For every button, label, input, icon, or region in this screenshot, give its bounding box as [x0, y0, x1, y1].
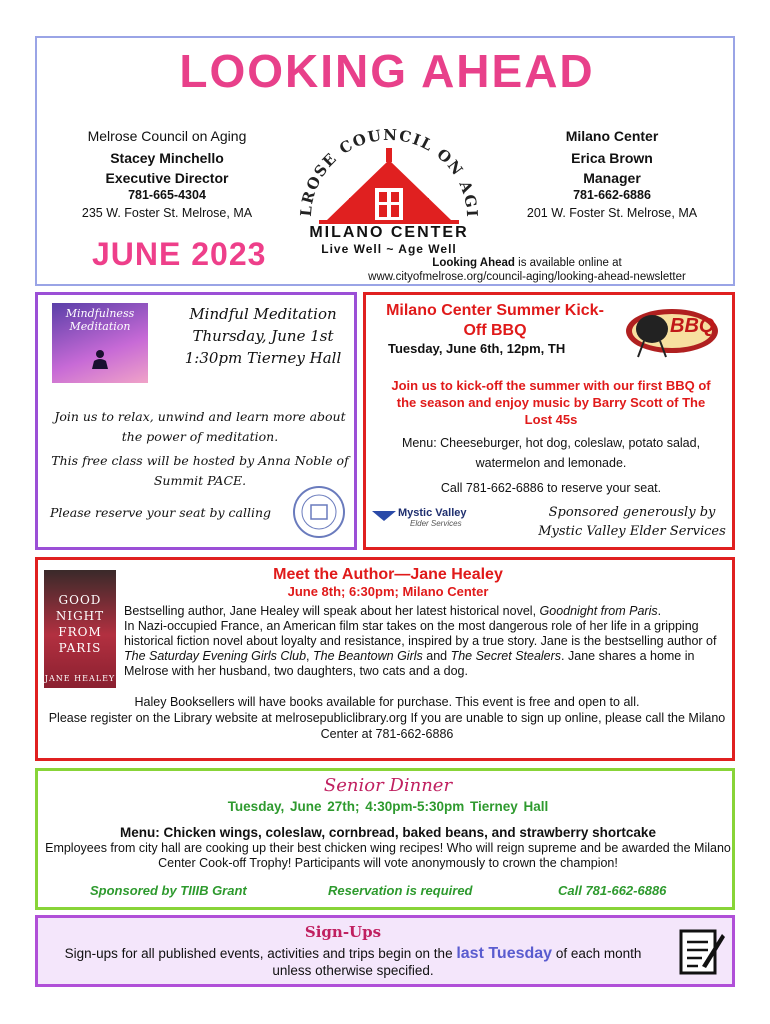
author-para-4: Please register on the Library website at melrosepubliclibrary.org If you are unable to sign up online, please call the Milano Center at 781-662-6886	[48, 711, 726, 741]
bbq-title: Milano Center Summer Kick-Off BBQ	[386, 302, 604, 339]
meditator-figure-icon	[90, 349, 110, 373]
bbq-section	[363, 292, 735, 550]
book-cover-image	[44, 570, 116, 688]
meditation-image-text: Mindfulness Meditation	[65, 307, 135, 333]
notepad-pencil-icon	[678, 926, 726, 978]
author-para-2: In Nazi-occupied France, an American film star takes on the most dangerous role of her life in a gripping historical fiction novel about loyalty and resistance, inspired by a true story. Jane is the bestselling author of The Saturday Evening Girls Club, The Beantown Girls and The Secret Stealers. Jane shares a home in Melrose with her husband, two daughters, two cats and a dog.	[124, 619, 717, 678]
meditation-para-2: This free class will be hosted by Anna Noble of Summit PACE.	[51, 453, 349, 488]
book-title-beantown: The Beantown Girls	[312, 649, 423, 663]
bbq-invite: Join us to kick-off the summer with our first BBQ of the season and enjoy music by Barry Scott of The Lost 45s	[391, 378, 711, 427]
book-title-goodnight: Goodnight from Paris	[539, 604, 658, 618]
newsletter-title: LOOKING AHEAD	[179, 45, 595, 97]
meditation-time: 1:30pm Tierney Hall	[184, 349, 342, 367]
month-label: JUNE 2023	[92, 236, 267, 272]
author-body	[124, 604, 732, 679]
summit-pace-seal-icon	[292, 485, 346, 539]
mystic-valley-logo	[372, 507, 522, 529]
dinner-menu: Menu: Chicken wings, coleslaw, cornbread, baked beans, and strawberry shortcake	[120, 825, 656, 840]
milano-org: Milano Center	[565, 128, 659, 144]
mystic-valley-logo-text: Mystic Valley	[398, 507, 467, 519]
book-cover-title: GOOD NIGHT FROM PARIS	[55, 593, 105, 655]
signups-body: Sign-ups for all published events, activities and trips begin on the last Tuesday of each month unless otherwise specified.	[64, 945, 642, 978]
council-phone: 781-665-4304	[128, 188, 206, 202]
bbq-date: Tuesday, June 6th, 12pm, TH	[388, 341, 566, 356]
dinner-title: Senior Dinner	[323, 775, 453, 796]
meditation-para-3: Please reserve your seat by calling	[50, 505, 272, 520]
meditation-title-block	[168, 303, 358, 369]
meditation-para-1: Join us to relax, unwind and learn more about the power of meditation.	[54, 409, 346, 444]
author-para-1: Bestselling author, Jane Healey will speak about her latest historical novel, Goodnight from Paris.	[124, 604, 662, 618]
milano-center-logo	[289, 118, 489, 258]
header-section	[35, 36, 735, 286]
svg-text:MELROSE COUNCIL ON AGING: LROSE COUNCIL ON AGI	[296, 125, 482, 219]
book-title-sat-evening: The Saturday Evening Girls Club	[124, 649, 307, 663]
online-url[interactable]: www.cityofmelrose.org/council-aging/looking-ahead-newsletter	[368, 271, 686, 283]
meditation-date: Thursday, June 1st	[192, 327, 334, 345]
meditation-title: Mindful Meditation	[189, 305, 337, 323]
dinner-date: Tuesday, June 27th; 4:30pm-5:30pm Tierney Hall	[227, 799, 549, 814]
book-cover-author: JANE HEALEY	[44, 674, 116, 683]
online-note	[327, 256, 727, 284]
author-title: Meet the Author—Jane Healey	[273, 566, 503, 583]
bbq-badge-text: BBQ	[670, 315, 715, 337]
author-para-3: Haley Booksellers will have books available for purchase. This event is free and open to all.	[134, 695, 640, 709]
milano-address: 201 W. Foster St. Melrose, MA	[526, 206, 698, 220]
author-date: June 8th; 6:30pm; Milano Center	[287, 584, 489, 599]
online-note-text: is available online at	[514, 257, 622, 269]
dinner-section	[35, 768, 735, 910]
author-footer	[42, 694, 732, 742]
book-title-secret-stealers: The Secret Stealers	[450, 649, 562, 663]
logo-name: MILANO CENTER	[309, 224, 469, 241]
bbq-menu: Menu: Cheeseburger, hot dog, coleslaw, potato salad, watermelon and lemonade.	[401, 436, 701, 470]
council-director-name: Stacey Minchello	[110, 150, 224, 166]
meditation-image	[52, 303, 148, 383]
signups-title: Sign-Ups	[304, 923, 382, 941]
dinner-sponsor: Sponsored by TIIIB Grant	[90, 883, 247, 898]
council-address: 235 W. Foster St. Melrose, MA	[81, 206, 253, 220]
milano-manager-role: Manager	[583, 170, 641, 186]
signups-section	[35, 915, 735, 987]
dinner-description: Employees from city hall are cooking up their best chicken wing recipes! Who will reign supreme and be awarded the Milano Center Cook-off Trophy! Participants will vote anonymously to crown the champion!	[45, 841, 731, 870]
mystic-valley-logo-sub: Elder Services	[410, 519, 462, 528]
online-note-title: Looking Ahead	[432, 257, 515, 269]
dinner-call: Call 781-662-6886	[558, 883, 667, 898]
logo-tagline: Live Well ~ Age Well	[321, 242, 457, 256]
dinner-reservation: Reservation is required	[328, 883, 473, 898]
bbq-grill-icon	[624, 301, 720, 361]
council-director-role: Executive Director	[105, 170, 229, 186]
author-section	[35, 557, 735, 761]
council-org: Melrose Council on Aging	[87, 128, 247, 144]
meditation-section	[35, 292, 357, 550]
bbq-sponsor: Sponsored generously by Mystic Valley Elder Services	[538, 505, 726, 539]
signups-highlight: last Tuesday	[456, 945, 553, 962]
milano-manager-name: Erica Brown	[571, 150, 653, 166]
bbq-call: Call 781-662-6886 to reserve your seat.	[440, 481, 662, 495]
milano-phone: 781-662-6886	[573, 188, 651, 202]
